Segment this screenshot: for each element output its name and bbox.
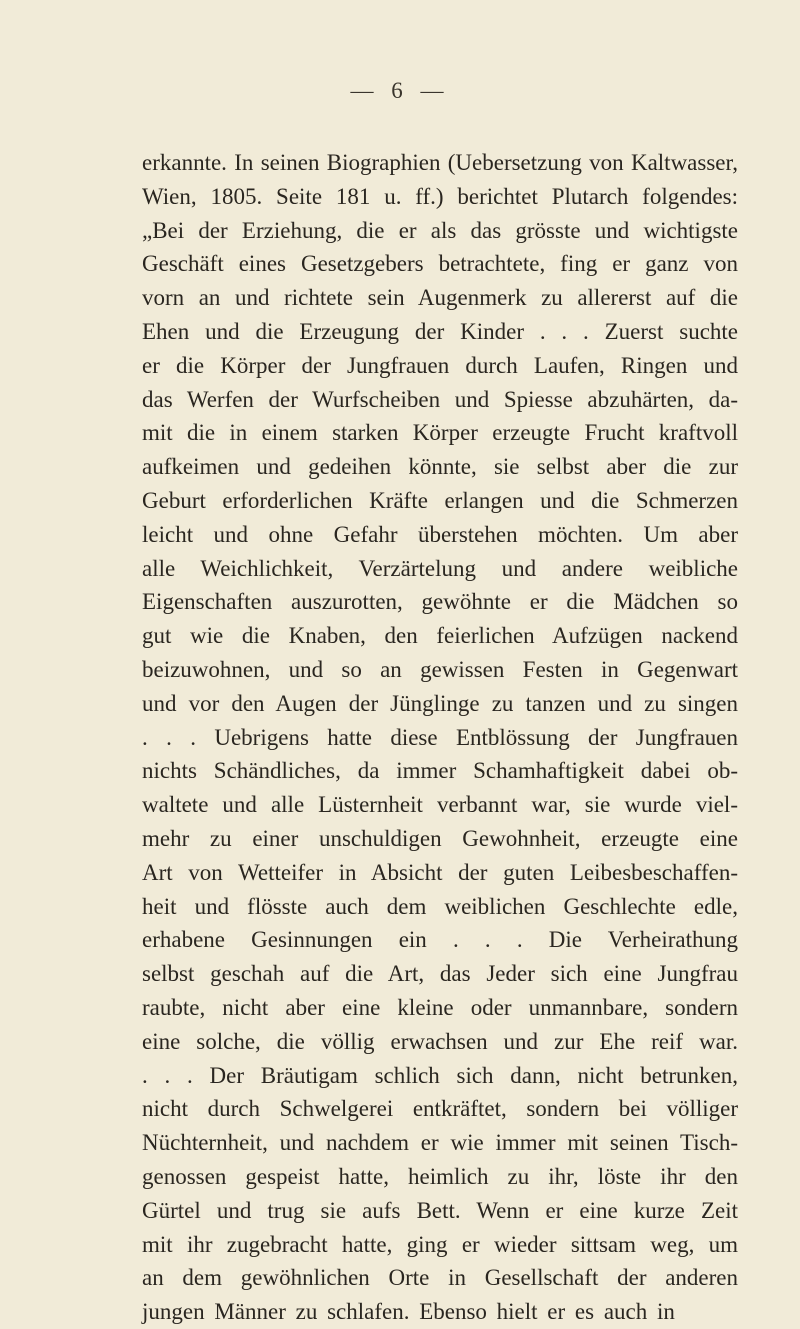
text-line: er die Körper der Jungfrauen durch Laufen, Ringen und	[142, 352, 738, 378]
text-line: . . . Uebrigens hatte diese Entblössung der Jungfrauen	[142, 724, 738, 750]
text-line: aufkeimen und gedeihen könnte, sie selbst aber die zur	[142, 454, 738, 480]
text-line: Wien, 1805. Seite 181 u. ff.) berichtet Plutarch folgendes:	[142, 183, 738, 209]
text-line: Nüchternheit, und nachdem er wie immer mit seinen Tisch-	[142, 1130, 738, 1156]
text-line: mit die in einem starken Körper erzeugte Frucht kraftvoll	[142, 420, 738, 446]
text-line: leicht und ohne Gefahr überstehen möchten. Um aber	[142, 521, 738, 547]
text-line: an dem gewöhnlichen Orte in Gesellschaft der anderen	[142, 1265, 738, 1291]
text-line: raubte, nicht aber eine kleine oder unmannbare, sondern	[142, 994, 738, 1020]
text-line: erhabene Gesinnungen ein . . . Die Verheirathung	[142, 927, 738, 953]
text-line: nichts Schändliches, da immer Schamhaftigkeit dabei ob-	[142, 758, 738, 784]
text-line: vorn an und richtete sein Augenmerk zu allererst auf die	[142, 285, 738, 311]
text-line: Eigenschaften auszurotten, gewöhnte er die Mädchen so	[142, 589, 738, 615]
text-line: gut wie die Knaben, den feierlichen Aufzügen nackend	[142, 623, 738, 649]
text-line: Geburt erforderlichen Kräfte erlangen und die Schmerzen	[142, 487, 738, 513]
text-line: jungen Männer zu schlafen. Ebenso hielt er es auch in	[142, 1299, 675, 1325]
text-line: nicht durch Schwelgerei entkräftet, sondern bei völliger	[142, 1096, 738, 1122]
text-line: Ehen und die Erzeugung der Kinder . . . Zuerst suchte	[142, 318, 738, 344]
text-line: Gürtel und trug sie aufs Bett. Wenn er eine kurze Zeit	[142, 1197, 738, 1223]
text-line: erkannte. In seinen Biographien (Uebersetzung von Kaltwasser,	[142, 150, 738, 175]
text-line: Art von Wetteifer in Absicht der guten Leibesbeschaffen-	[142, 859, 738, 885]
text-line: heit und flösste auch dem weiblichen Geschlechte edle,	[142, 893, 738, 919]
text-line: waltete und alle Lüsternheit verbannt war, sie wurde viel-	[142, 792, 738, 818]
text-line: beizuwohnen, und so an gewissen Festen in Gegenwart	[142, 656, 738, 682]
text-line: Geschäft eines Gesetzgebers betrachtete, fing er ganz von	[142, 251, 738, 277]
body-text	[142, 146, 738, 1329]
text-line: eine solche, die völlig erwachsen und zur Ehe reif war.	[142, 1028, 738, 1054]
text-line: selbst geschah auf die Art, das Jeder sich eine Jungfrau	[142, 961, 738, 987]
text-line: alle Weichlichkeit, Verzärtelung und andere weibliche	[142, 555, 738, 581]
text-line: genossen gespeist hatte, heimlich zu ihr, löste ihr den	[142, 1163, 738, 1189]
text-line: . . . Der Bräutigam schlich sich dann, nicht betrunken,	[142, 1062, 738, 1088]
text-line: das Werfen der Wurfscheiben und Spiesse abzuhärten, da-	[142, 386, 738, 412]
text-line: mehr zu einer unschuldigen Gewohnheit, erzeugte eine	[142, 825, 738, 851]
text-line: und vor den Augen der Jünglinge zu tanzen und zu singen	[142, 690, 738, 716]
text-line: mit ihr zugebracht hatte, ging er wieder sittsam weg, um	[142, 1231, 738, 1257]
page-number: — 6 —	[350, 78, 450, 103]
text-line: „Bei der Erziehung, die er als das grösste und wichtigste	[142, 217, 738, 243]
